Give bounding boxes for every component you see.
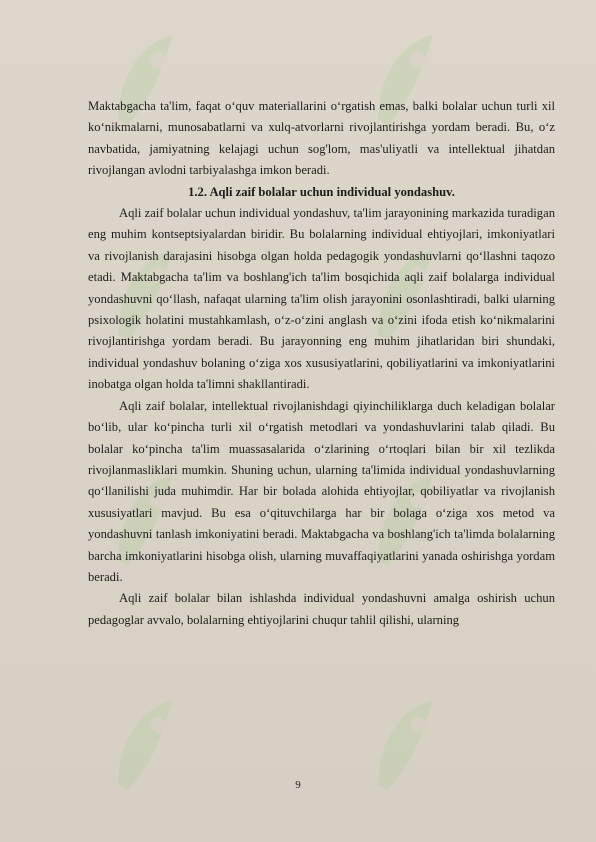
body-text [88,96,555,631]
paragraph-4: Aqli zaif bolalar bilan ishlashda individual yondashuvni amalga oshirish uchun pedagoglar avvalo, bolalarning ehtiyojlarini chuqur tahlil qilishi, ularning [88,591,555,627]
page-number: 9 [295,779,301,791]
section-heading: 1.2. Aqli zaif bolalar uchun individual yondashuv. [188,184,455,199]
paragraph-2: Aqli zaif bolalar uchun individual yondashuv, ta'lim jarayonining markazida turadigan eng muhim kontseptsiyalardan biridir. Bu bolalarning individual ehtiyojlari, imkoniyatlari va rivojlanish darajasini hisobga olgan holda pedagogik yondashuvlarni qoʻllashni taqozo etadi. Maktabgacha ta'lim va boshlang'ich ta'lim bosqichida aqli zaif bolalarga individual yondashuvni qoʻllash, nafaqat ularning ta'lim olish jarayonini osonlashtiradi, balki ularning psixologik holatini mustahkamlash, oʻz-oʻzini anglash va oʻzini ifoda etish koʻnikmalarini rivojlantirishga yordam beradi. Bu jarayonning eng muhim jihatlaridan biri shundaki, individual yondashuv bolaning oʻziga xos xususiyatlarini, qobiliyatlarini va imkoniyatlarini inobatga olgan holda ta'limni shakllantiradi. [88,206,555,392]
paragraph-3: Aqli zaif bolalar, intellektual rivojlanishdagi qiyinchiliklarga duch keladigan bolalar boʻlib, ular koʻpincha turli xil oʻrgatish metodlari va yondashuvlarini talab qiladi. Bu bolalar koʻpincha ta'lim muassasalarida oʻzlarining oʻrtoqlari bilan bir xil tezlikda rivojlanmasliklari mumkin. Shuning uchun, ularning ta'limida individual yondashuvlarning qoʻllanilishi juda muhimdir. Har bir bolada alohida ehtiyojlar, qobiliyatlar va rivojlanish xususiyatlari mavjud. Bu esa oʻqituvchilarga har bir bolaga oʻziga xos metod va yondashuvni tanlash imkoniyatini beradi. Maktabgacha va boshlang'ich ta'limda bolalarning barcha imkoniyatlarini hisobga olish, ularning muvaffaqiyatlarini yanada oshirishga yordam beradi. [88,398,555,584]
paragraph-1: Maktabgacha ta'lim, faqat oʻquv materiallarini oʻrgatish emas, balki bolalar uchun turli xil koʻnikmalarni, munosabatlarni va xulq-atvorlarni rivojlantirishga yordam beradi. Bu, oʻz navbatida, jamiyatning kelajagi uchun sog'lom, mas'uliyatli va intellektual jihatdan rivojlangan avlodni tarbiyalashga imkon beradi. [88,99,555,178]
